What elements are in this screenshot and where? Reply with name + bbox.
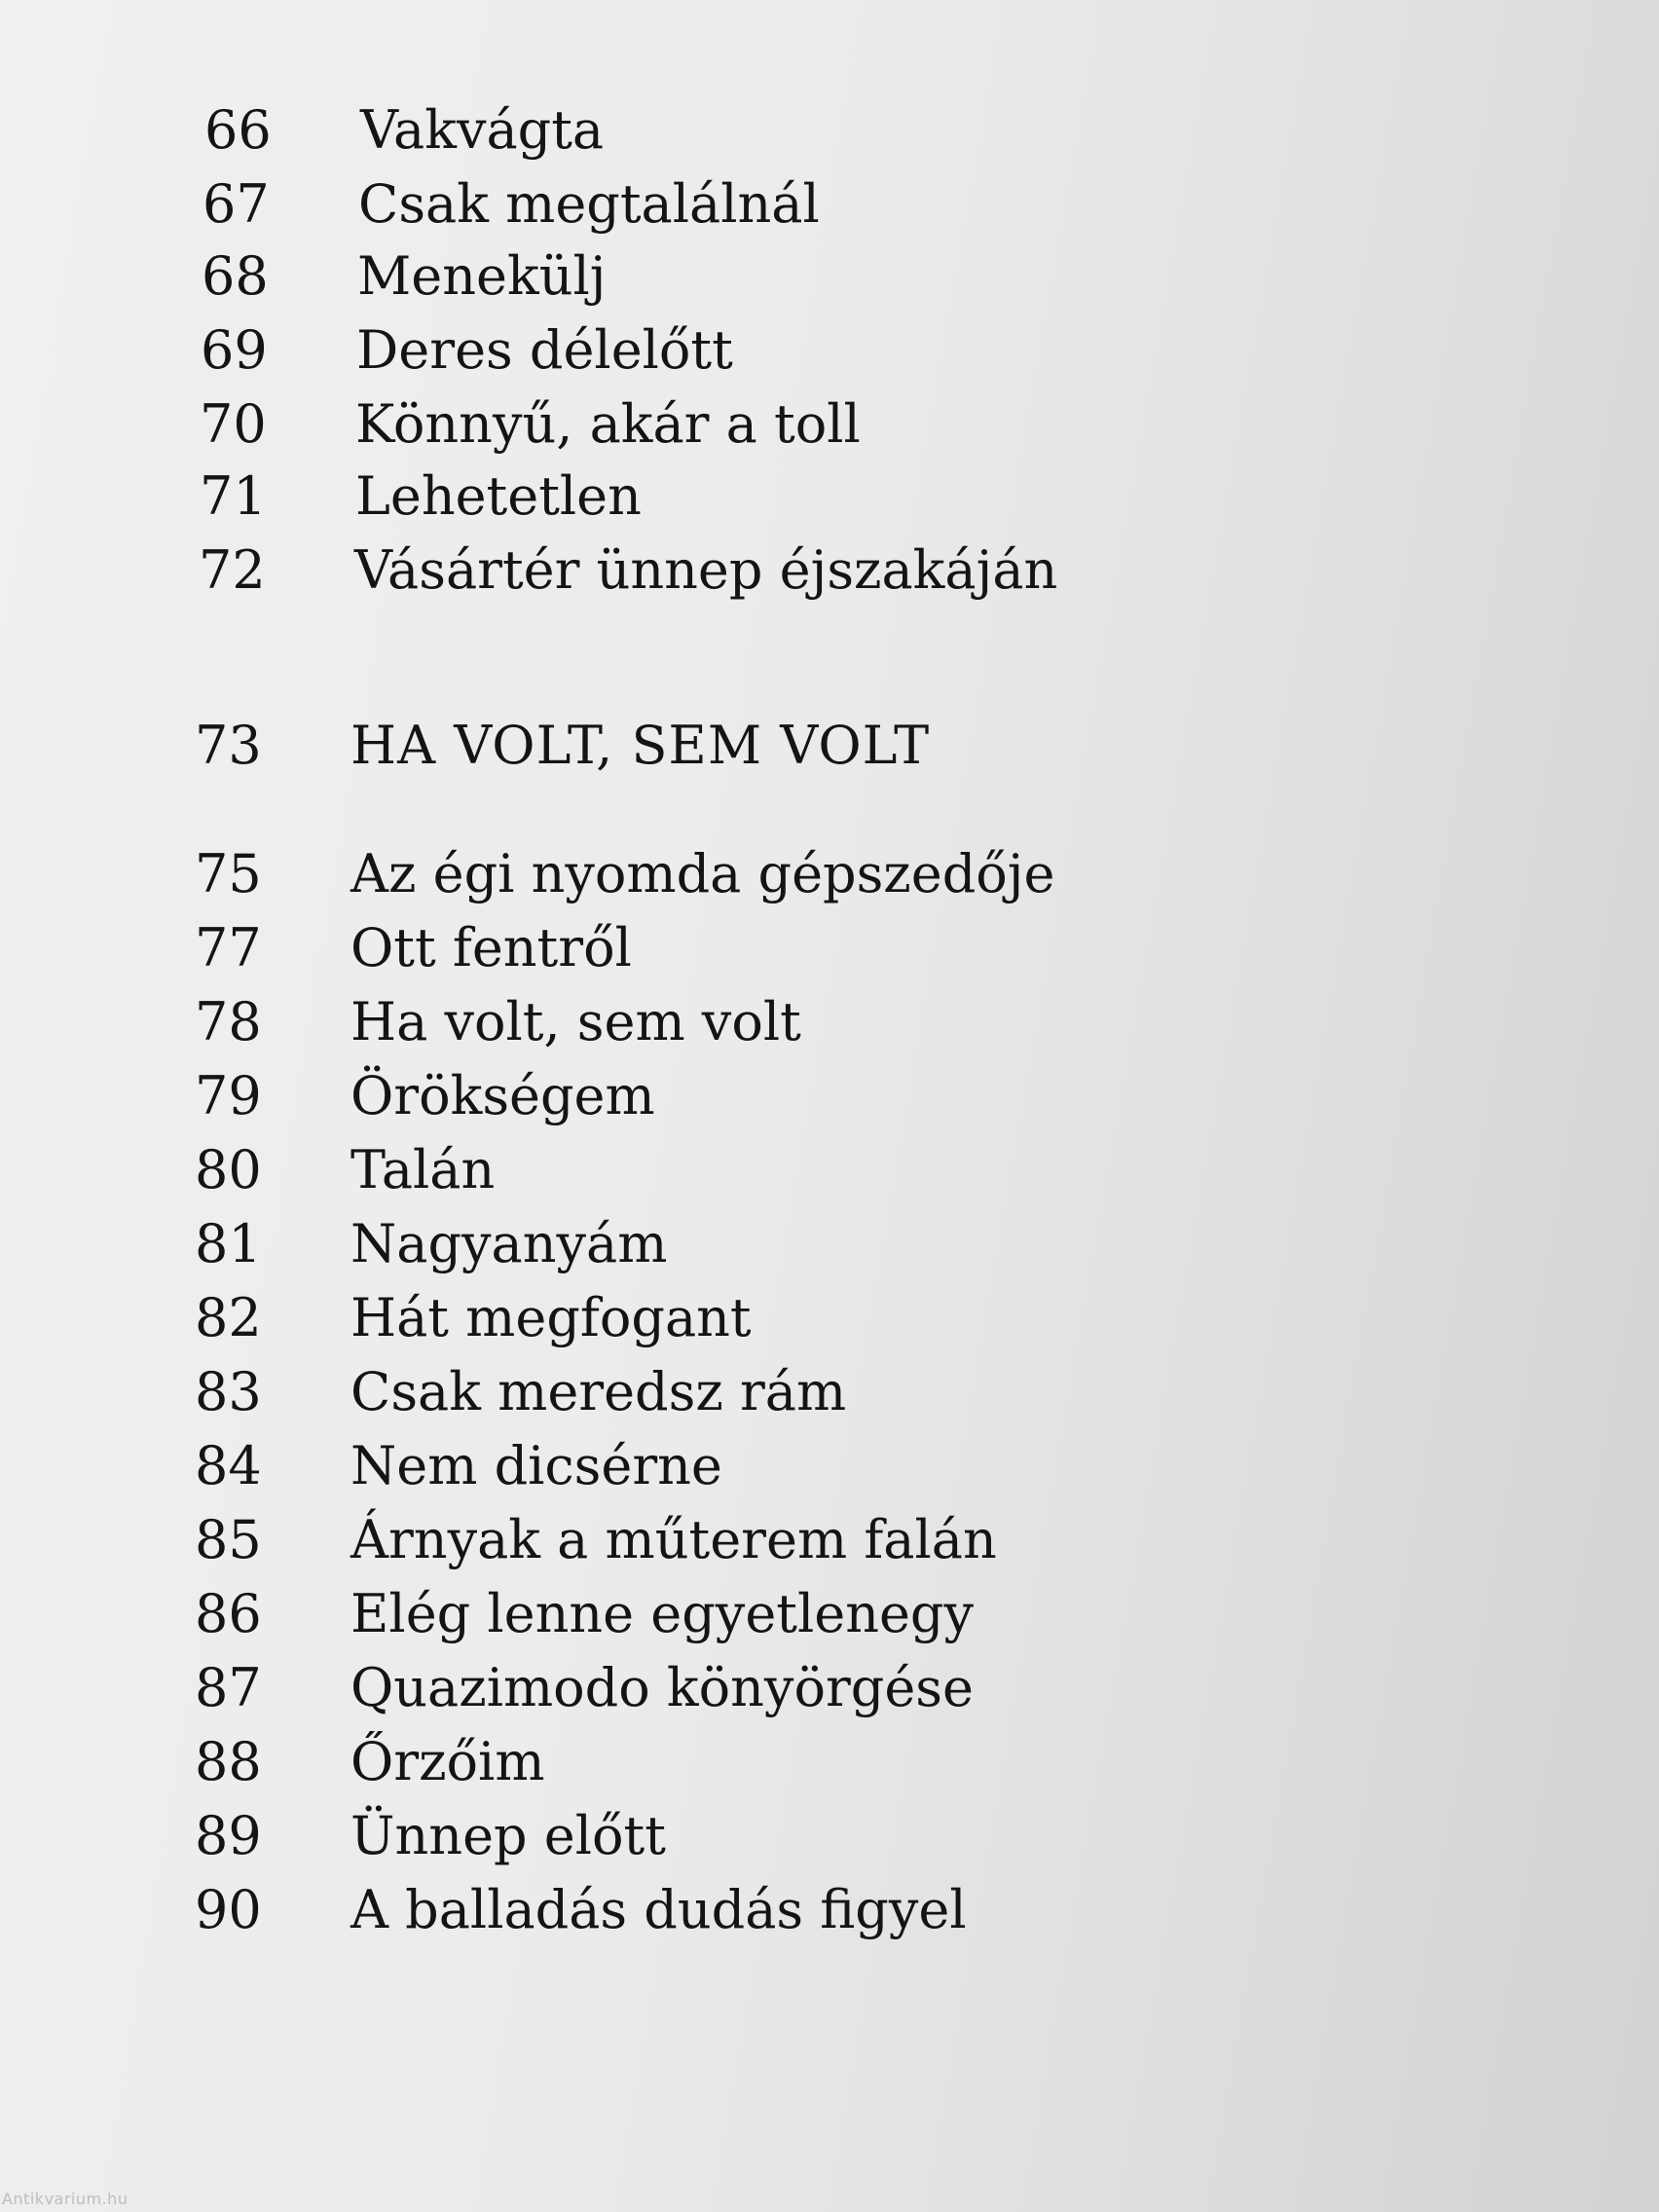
toc-title: Csak meredsz rám <box>350 1361 847 1422</box>
toc-title: Nagyanyám <box>350 1213 668 1274</box>
toc-title: Nem dicsérne <box>350 1435 722 1496</box>
toc-page-number: 83 <box>195 1361 262 1422</box>
toc-title: Hát megfogant <box>350 1287 752 1348</box>
toc-page-number: 69 <box>201 319 268 381</box>
toc-title: Lehetetlen <box>355 465 642 527</box>
toc-title: Csak megtalálnál <box>358 173 820 235</box>
toc-page-number: 85 <box>195 1509 262 1570</box>
toc-title: A balladás dudás figyel <box>350 1879 967 1940</box>
toc-page-number: 86 <box>195 1583 262 1644</box>
toc-page-number: 79 <box>195 1065 262 1126</box>
toc-page-number: 68 <box>202 245 269 307</box>
toc-title: Talán <box>350 1139 496 1200</box>
toc-page-number: 80 <box>195 1139 262 1200</box>
toc-title: Ott fentről <box>350 917 632 978</box>
toc-title: Ha volt, sem volt <box>350 991 801 1052</box>
toc-title: Ünnep előtt <box>350 1805 666 1866</box>
toc-page-number: 71 <box>200 465 267 527</box>
toc-page-number: 82 <box>195 1287 262 1348</box>
toc-title: Az égi nyomda gépszedője <box>350 843 1055 904</box>
toc-title: Elég lenne egyetlenegy <box>350 1583 975 1644</box>
toc-title: Vásártér ünnep éjszakáján <box>354 539 1058 601</box>
toc-title: Quazimodo könyörgése <box>350 1657 974 1718</box>
toc-page-number: 84 <box>195 1435 262 1496</box>
toc-title: Könnyű, akár a toll <box>355 393 861 455</box>
toc-page-number: 90 <box>195 1879 262 1940</box>
toc-title: Deres délelőtt <box>356 319 733 381</box>
toc-page-number: 66 <box>204 99 272 161</box>
toc-page-number: 70 <box>200 393 267 455</box>
toc-page-number: 72 <box>199 539 266 601</box>
toc-page-number: 87 <box>195 1657 262 1718</box>
toc-page-number: 73 <box>195 715 262 776</box>
toc-page-number: 81 <box>195 1213 262 1274</box>
toc-title: Örökségem <box>350 1065 655 1126</box>
toc-page-number: 88 <box>195 1731 262 1792</box>
watermark-text: Antikvarium.hu <box>2 2190 129 2208</box>
toc-title: Vakvágta <box>360 99 605 161</box>
toc-page-number: 67 <box>203 173 270 235</box>
toc-title: Őrzőim <box>350 1731 545 1792</box>
toc-page-number: 75 <box>195 843 262 904</box>
toc-title: Menekülj <box>357 245 607 307</box>
toc-page-number: 77 <box>195 917 262 978</box>
toc-section-title: HA VOLT, SEM VOLT <box>350 715 931 776</box>
toc-title: Árnyak a műterem falán <box>350 1509 997 1570</box>
toc-page-number: 78 <box>195 991 262 1052</box>
toc-page-number: 89 <box>195 1805 262 1866</box>
